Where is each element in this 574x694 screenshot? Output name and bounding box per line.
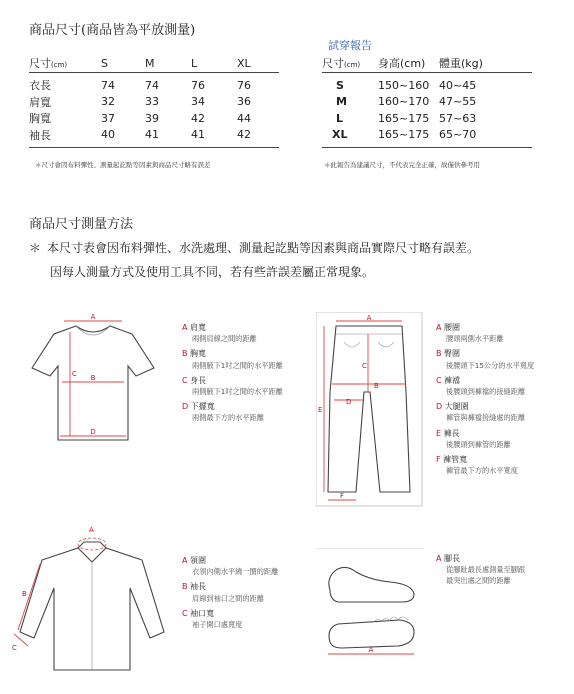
legend-desc: 兩側肩線之間的距離 [192,334,257,344]
cell: 76 [237,78,251,92]
fit-height: 165~175 [378,128,430,142]
legend-item [182,581,278,603]
table-row [29,94,279,111]
legend-name: 褲長 [443,428,460,438]
measure-method-title: 商品尺寸測量方法 [29,217,134,232]
legend-name: 褲襠 [444,375,461,385]
cell: 42 [191,111,205,125]
cell: 32 [101,95,115,109]
label-b: B [22,590,27,598]
table-row [29,127,279,148]
foot-side-view [329,567,414,602]
legend-key: A [182,323,188,332]
cell: 33 [145,95,159,109]
legend-name: 腰圍 [444,323,461,332]
size-col-s: S [101,56,108,70]
legend-name: 肩寬 [190,323,207,332]
fit-weight: 47~55 [439,95,477,109]
legend-desc: 兩側最下方的水平距離 [192,413,264,423]
label-c: C [12,644,17,652]
cell: 41 [191,128,205,142]
shirt-legend [182,555,278,634]
legend-desc: 最突出處之間的距離 [446,576,511,586]
legend-desc: 後腰頭到褲襠的接縫距離 [446,387,526,397]
row-label: 袖長 [29,128,51,142]
legend-key: C [436,375,442,385]
legend-name: 袖口寬 [190,608,215,618]
legend-desc: 褲管與褲襠接縫處的距離 [446,413,526,423]
size-table-header [29,54,279,73]
row-label: 衣長 [29,79,51,93]
fit-header-height: 身高(cm) [378,57,426,70]
cell: 36 [237,95,251,109]
label-d: D [90,428,96,436]
label-a: A [90,313,96,321]
table-row [322,110,532,127]
fit-weight: 65~70 [439,128,477,142]
table-row [29,110,279,127]
cell: 74 [101,78,115,92]
label-e: E [318,406,323,414]
legend-item [436,454,534,476]
label-b: B [90,374,96,382]
size-col-xl: XL [237,56,251,70]
legend-key: B [182,582,188,592]
fit-report-note: ＊此報告為建議尺寸，不代表完全正確，故僅供參考用 [324,161,480,169]
cell: 76 [191,78,205,92]
size-table-note: ＊尺寸會因布料彈性、測量起訖點等因素與商品尺寸略有誤差 [35,161,211,169]
legend-name: 腳長 [444,554,461,563]
label-a: A [366,314,372,322]
fit-size: M [336,95,347,109]
pants-diagram [316,312,424,508]
legend-key: F [436,455,441,465]
legend-item [182,348,283,370]
size-header-label: 尺寸 [29,57,51,70]
tshirt-outline [32,326,154,440]
legend-item [182,401,283,423]
measure-method-line1 [29,239,479,256]
label-a: A [89,526,94,534]
pants-legend [436,322,534,480]
table-row [322,94,532,111]
fit-height: 150~160 [378,78,430,92]
cell: 40 [101,128,115,142]
size-table [29,54,279,148]
row-label: 胸寬 [29,112,51,126]
cell: 44 [237,111,251,125]
fit-report-table [322,54,532,148]
shirt-diagram [8,522,176,672]
legend-name: 領圍 [190,556,207,565]
fit-report-title: 試穿報告 [328,39,372,52]
tshirt-diagram [28,308,158,448]
legend-key: A [436,323,442,332]
cell: 74 [145,78,159,92]
size-header-unit: (cm) [51,61,68,69]
table-row [322,127,532,148]
legend-item [436,322,534,344]
legend-desc: 後腰頭到褲管的距離 [446,439,511,449]
row-label: 肩寬 [29,95,51,109]
legend-item [436,401,534,423]
legend-desc: 袖子開口處寬度 [192,620,243,630]
fit-header-size-unit: (cm) [344,61,361,69]
legend-name: 胸寬 [190,349,207,359]
legend-key: D [436,402,443,412]
label-f: F [339,492,345,500]
fit-size: S [336,78,344,92]
fit-size: L [336,111,344,125]
legend-item [182,322,283,344]
legend-item [436,375,534,397]
legend-item [182,375,283,397]
legend-key: A [436,554,442,563]
legend-desc: 衣領內側水平繞一圈的距離 [192,567,279,577]
legend-key: C [182,608,188,618]
legend-name: 大腿圍 [444,402,469,412]
label-c: C [72,370,77,378]
legend-item [182,555,278,577]
cell: 42 [237,128,251,142]
legend-desc: 兩側腋下1吋之間的水平距離 [192,387,283,397]
fit-header-size [322,54,378,73]
legend-name: 下擺寬 [190,402,215,412]
legend-key: B [182,349,188,359]
fit-height: 165~175 [378,111,430,125]
legend-name: 袖長 [190,582,207,592]
fit-weight: 40~45 [439,78,477,92]
legend-key: A [182,556,188,565]
pants-outline [328,326,410,492]
label-c: C [362,362,367,370]
fit-size: XL [332,128,348,142]
legend-name: 臀圍 [444,349,461,359]
label-d: D [346,398,352,406]
legend-desc: 從腳趾最長處測量至腳跟 [446,565,526,575]
fit-report-header [322,54,532,73]
legend-name: 褲管寬 [443,455,468,465]
foot-top-view [329,620,414,648]
legend-desc: 後腰頭下15公分的水平寬度 [446,360,535,370]
legend-item [436,428,534,450]
table-row [29,73,279,94]
legend-key: B [436,349,442,359]
legend-desc: 兩側腋下1吋之間的水平距離 [192,360,283,370]
size-col-l: L [191,56,198,70]
size-col-m: M [145,56,155,70]
tshirt-legend [182,322,283,428]
legend-item [182,608,278,630]
cell: 37 [101,111,115,125]
legend-item [436,348,534,370]
measure-method-line2: 因每人測量方式及使用工具不同，若有些許誤差屬正常現象。 [50,265,375,279]
legend-key: C [182,375,188,385]
legend-desc: 腰頭兩側水平距離 [446,334,504,344]
legend-name: 身長 [190,375,207,385]
legend-desc: 肩線到袖口之間的距離 [192,593,264,603]
label-a: A [368,646,374,654]
legend-key: E [436,428,442,438]
foot-legend [436,553,525,591]
fit-weight: 57~63 [439,111,477,125]
size-table-title: 商品尺寸(商品皆為平放測量) [29,23,196,38]
fit-height: 160~170 [378,95,430,109]
table-row [322,73,532,94]
cell: 34 [191,95,205,109]
label-b: B [374,382,379,390]
bullet-mark: ＊ [29,241,42,255]
cell: 41 [145,128,159,142]
legend-item [436,553,525,587]
cell: 39 [145,111,159,125]
legend-key: D [182,402,189,412]
fit-header-size-label: 尺寸 [322,57,344,70]
size-header-cell [29,54,101,73]
measure-method-text1: 本尺寸表會因布料彈性、水洗處理、測量起訖點等因素與商品實際尺寸略有誤差。 [47,241,480,255]
foot-diagram [316,548,424,664]
legend-desc: 褲管最下方的水平寬度 [446,466,518,476]
fit-header-weight: 體重(kg) [439,57,483,70]
